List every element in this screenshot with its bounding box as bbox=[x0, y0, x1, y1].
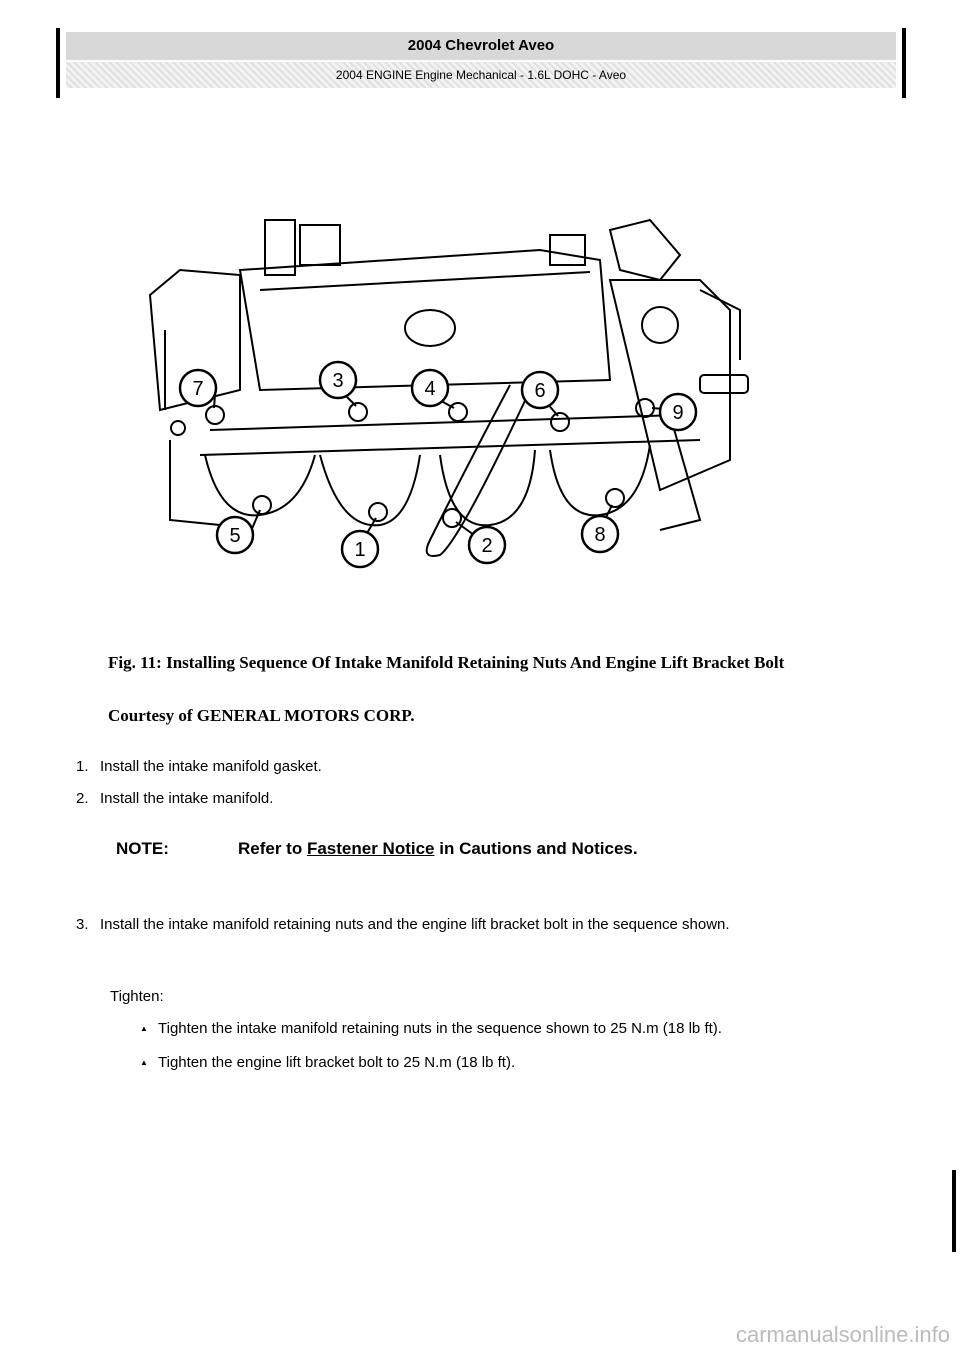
figure-courtesy: Courtesy of GENERAL MOTORS CORP. bbox=[108, 706, 415, 725]
callout-9: 9 bbox=[672, 402, 684, 424]
step-text: Install the intake manifold retaining nuts and the engine lift bracket bolt in the sequence shown. bbox=[100, 916, 730, 933]
page-header bbox=[56, 28, 906, 98]
step-item bbox=[76, 754, 322, 780]
callout-4: 4 bbox=[424, 378, 436, 400]
document-subtitle: 2004 ENGINE Engine Mechanical - 1.6L DOHC - Aveo bbox=[66, 62, 896, 88]
callout-8: 8 bbox=[594, 524, 606, 546]
callout-7: 7 bbox=[192, 378, 204, 400]
note-text: Refer to bbox=[238, 839, 307, 858]
callout-2: 2 bbox=[481, 535, 493, 557]
step-number: 1. bbox=[76, 758, 89, 775]
document-title: 2004 Chevrolet Aveo bbox=[66, 32, 896, 60]
step-item bbox=[76, 912, 906, 938]
step-item bbox=[76, 786, 273, 812]
note-text: in Cautions and Notices. bbox=[434, 839, 638, 858]
list-item: ▲ Tighten the engine lift bracket bolt to 25 N.m (18 lb ft). bbox=[140, 1050, 910, 1076]
step-text: Install the intake manifold. bbox=[100, 790, 274, 807]
figure-caption: Fig. 11: Installing Sequence Of Intake Manifold Retaining Nuts And Engine Lift Bracket Bolt bbox=[108, 653, 785, 672]
callout-6: 6 bbox=[534, 380, 546, 402]
callout-1: 1 bbox=[354, 539, 366, 561]
step-text: Install the intake manifold gasket. bbox=[100, 758, 322, 775]
margin-rule bbox=[952, 1170, 956, 1252]
tighten-label: Tighten: bbox=[110, 988, 164, 1005]
tighten-list bbox=[140, 1016, 910, 1084]
engine-figure bbox=[140, 200, 760, 600]
watermark-text: carmanualsonline.info bbox=[735, 1322, 950, 1347]
callout-5: 5 bbox=[229, 525, 241, 547]
step-number: 3. bbox=[76, 916, 89, 933]
intake-manifold-illustration bbox=[140, 200, 760, 600]
callout-3: 3 bbox=[332, 370, 344, 392]
step-number: 2. bbox=[76, 790, 89, 807]
list-item: ▲ Tighten the intake manifold retaining nuts in the sequence shown to 25 N.m (18 lb ft). bbox=[140, 1016, 910, 1042]
fastener-notice-link[interactable]: Fastener Notice bbox=[306, 839, 435, 858]
note-label: NOTE: bbox=[116, 839, 169, 858]
note-body bbox=[238, 836, 698, 862]
